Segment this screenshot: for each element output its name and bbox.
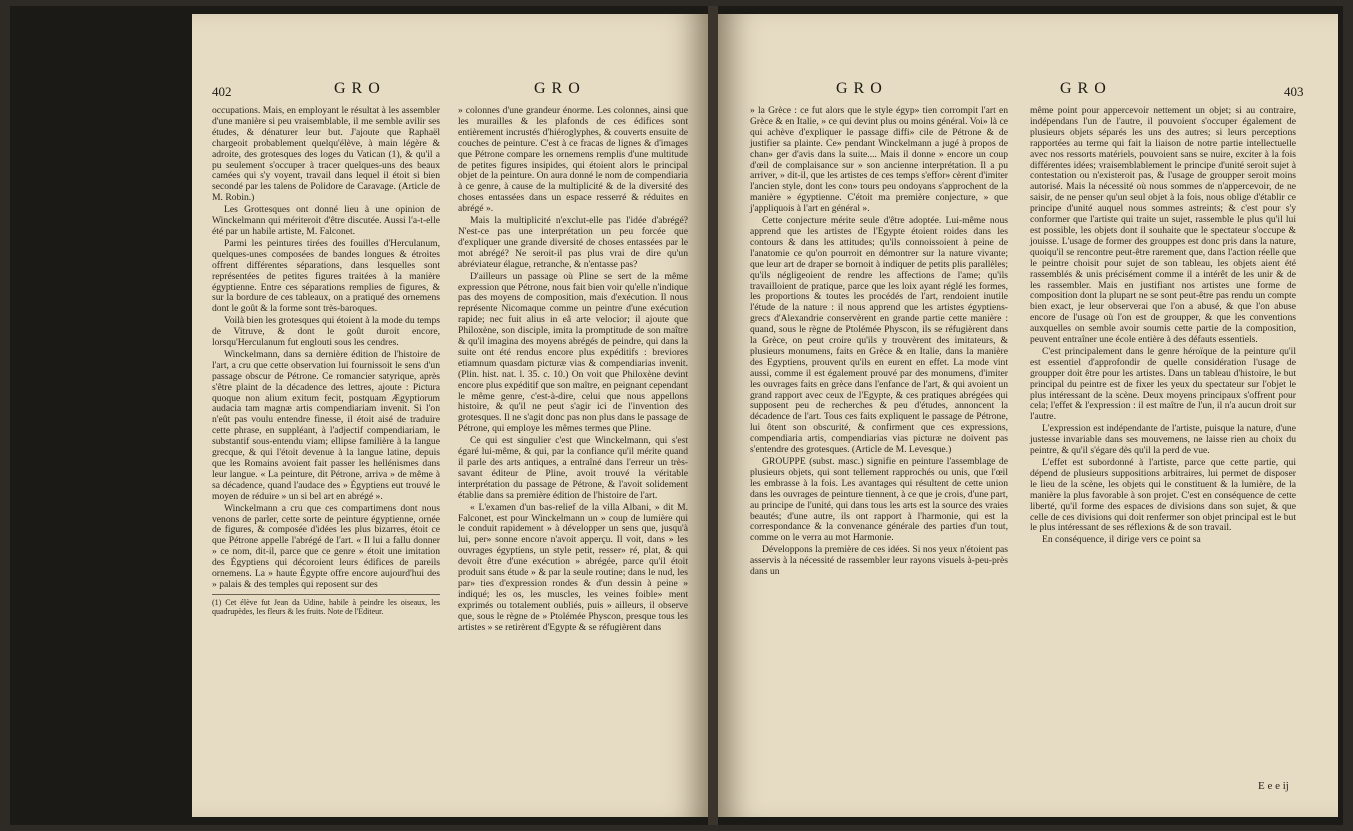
right-running-head-1: GRO	[836, 80, 888, 97]
paragraph: L'effet est subordonné à l'artiste, parce que cette partie, qui dépend de plusieurs suppositions arbitraires, lui permet de disposer le lieu de la scène, les objets qui le constituent & la lumière, de la manière la plus favorable à son projet. C'est en conséquence de cette liberté, qu'il forme des espaces de divisions dans son sujet, & que celle de ces divisions qui doit renfermer son objet principal est le but le plus intéressant de ses réflexions & de son travail.	[1030, 457, 1296, 534]
right-page-number: 403	[1284, 84, 1304, 99]
right-running-head-2: GRO	[1060, 80, 1112, 97]
footnote: (1) Cet élève fut Jean da Udine, habile à peindre les oiseaux, les quadrupèdes, les fleurs & les fruits. Note de l'Editeur.	[212, 594, 440, 617]
left-page-column-2	[458, 106, 688, 635]
paragraph: » colonnes d'une grandeur énorme. Les colonnes, ainsi que les murailles & les plafonds de ces édifices sont entièrement incrustés d'hiéroglyphes, & couverts ensuite de couches de peinture. C'est à ce fracas de lignes & d'images que Pétrone compare les ornemens remplis d'une multitude de petites figures insipides, qui étoient alors le principal objet de la peinture. On aura donné le nom de compendiaria à ce genre, à cause de la multiplicité & de la diversité des choses entassées dans un espace resserré & réduites en abrégé ».	[458, 105, 688, 215]
paragraph: Mais la multiplicité n'exclut-elle pas l'idée d'abrégé? N'est-ce pas une interprétation un peu forcée que d'expliquer une grande diversité de choses entassées par le mot abrégé? Ne seroit-il pas plus vrai de dire qu'un abréviateur élague, retranche, & n'entasse pas?	[458, 215, 688, 270]
paragraph: « L'examen d'un bas-relief de la villa Albani, » dit M. Falconet, est pour Winckelmann un » coup de lumière qui le conduit rapidement » à développer un sens que, jusqu'à lui, per» sonne encore n'avoit apperçu. Il voit, dans » les ouvrages égyptiens, un style petit, resser» ré, plat, & qui devoit être d'une exécution » abrégée, parce qu'il étoit produit sans étude » & par la seule routine; dans le nud, les par» ties d'expression rondes & d'un dessin à peine » indiqué; les os, les muscles, les veines foible» ment exprimés ou totalement oubliés, puis » ailleurs, il observe que, sous le règne de » Ptolémée Physcon, presque tous les artistes » se retirèrent d'Egypte & se réfugièrent dans	[458, 501, 688, 633]
paragraph: Voilà bien les grotesques qui étoient à la mode du temps de Vitruve, & dont le goût duroit encore, lorsqu'Herculanum fut englouti sous les cendres.	[212, 315, 440, 349]
paragraph: Winckelmann, dans sa dernière édition de l'histoire de l'art, a cru que cette observation lui fournissoit le sens d'un passage obscur de Pétrone. Ce romancier satyrique, après s'être plaint de la décadence des lettres, ajoute : Pictura quoque non alium exitum fecit, postquam Ægyptiorum audacia tam magnæ artis compendiariam invenit. Si l'on n'eût pas voulu entendre finesse, il étoit aisé de traduire cette phrase, en suppléant, à l'adjectif compendiariam, le substantif sous-entendu viam; ellipse familière à la langue grecque, & qui l'étoit devenue à la langue latine, depuis que les Romains avoient fait passer les hellénismes dans leur langue. « La peinture, dit Pétrone, arriva » de même à sa décadence, quand l'audace des » Égyptiens eut trouvé le moyen de réduire » un si bel art en abrégé ».	[212, 348, 440, 502]
paragraph: Les Grottesques ont donné lieu à une opinion de Winckelmann qui mériteroit d'être discutée. Aussi l'a-t-elle été par un habile artiste, M. Falconet.	[212, 204, 440, 237]
paragraph: Parmi les peintures tirées des fouilles d'Herculanum, quelques-unes composées de bandes longues & étroites offrent différentes séparations, dans lesquelles sont représentées de petites figures traitées à la manière égyptienne. Entre ces séparations remplies de figures, & sur la bordure de ces tableaux, on a pratiqué des ornemens dont le goût & la forme sont très-baroques.	[212, 237, 440, 315]
signature-mark: E e e ij	[1258, 780, 1289, 792]
left-running-head-1: GRO	[334, 80, 386, 97]
book-spread	[10, 6, 1343, 825]
right-page-column-1	[750, 106, 1008, 579]
book-gutter	[708, 6, 718, 825]
left-running-head-2: GRO	[534, 80, 586, 97]
paragraph: L'expression est indépendante de l'artiste, puisque la nature, d'une justesse invariable dans ses mouvemens, ne laisse rien au choix du peintre, & qu'il s'égare dès qu'il la perd de vue.	[1030, 423, 1296, 457]
paragraph: Développons la première de ces idées. Si nos yeux n'étoient pas asservis à la nécessité de rassembler leur rayons visuels à-peu-près dans un	[750, 544, 1008, 578]
paragraph: C'est principalement dans le genre héroïque de la peinture qu'il est essentiel d'approfondir de quelle considération l'usage de groupper doit être pour les artistes. Dans un tableau d'histoire, le but principal du peintre est de fixer les yeux du spectateur sur l'objet le plus intéressant de la scène. Deux moyens principaux s'offrent pour cela; l'effet & l'expression : il est maître de l'un, il n'a aucun droit sur l'autre.	[1030, 345, 1296, 423]
paragraph: Winckelmann a cru que ces compartimens dont nous venons de parler, cette sorte de peinture égyptienne, ornée de figures, & composée d'idées les plus bizarres, étoit ce que Pétrone appelle l'abrégé de l'art. « Il lui a fallu donner » ce nom, dit-il, parce que ce genre » étoit une imitation des Égyptiens qui décoroient leurs édifices de pareils ornemens. La » haute Égypte offre encore aujourd'hui des » palais & des temples qui reposent sur des	[212, 502, 440, 590]
paragraph: D'ailleurs un passage où Pline se sert de la même expression que Pétrone, nous fait bien voir qu'elle n'indique pas des moyens de composition, mais d'exécution. Il nous représente Nicomaque comme un peintre d'une exécution rapide; nec fuit alius in eâ arte velocior; il ajoute que Philoxène, son disciple, imita la promptitude de son maître & qu'il imagina des moyens abrégés de peindre, qui dans la suite ont été rendus encore plus expéditifs : breviores etiamnum quasdam picturæ vias & compendiarias invenit. (Plin. hist. nat. l. 35. c. 10.) On voit que Philoxène devint encore plus expéditif que son maître, en peignant cependant le même genre, c'est-à-dire, celui que nous appellons histoire, & qu'il ne peut s'agir ici de l'invention des grotesques. Il ne s'agit donc pas non plus dans le passage de Pétrone, qui employe les mêmes termes que Pline.	[458, 270, 688, 435]
paragraph: En conséquence, il dirige vers ce point sa	[1042, 534, 1201, 546]
paragraph: occupations. Mais, en employant le résultat à les assembler d'une manière si peu vraisemblable, il me semble avilir ses études, & dénaturer leur but. J'ajoute que Raphaël chargeoit probablement quelqu'élève, à main légère & adroite, des grotesques des loges du Vatican (1), & qu'il a pu seulement s'occuper à tracer quelques-uns des beaux camées qui s'y voyent, travail dans lequel il étoit si bien secondé par les talens de Polidore de Caravage. (Article de M. Robin.)	[212, 105, 440, 204]
paragraph: Ce qui est singulier c'est que Winckelmann, qui s'est égaré lui-même, & qui, par la confiance qu'il mérite quand il parle des arts antiques, a entraîné dans l'erreur un très-savant éditeur de Pline, avoit trouvé la véritable interprétation du passage de Pétrone, & l'avoit solidement établie dans sa première édition de l'histoire de l'art.	[458, 435, 688, 501]
right-page	[718, 14, 1338, 817]
right-page-column-2	[1030, 106, 1296, 547]
left-page-column-1	[212, 106, 440, 617]
left-page	[192, 14, 708, 817]
paragraph: même point pour appercevoir nettement un objet; si au contraire, indépendans l'un de l'autre, il pouvoient s'occuper également de plusieurs objets séparés les uns des autres; si leurs perceptions rapportées au terme qui fait la liaison de notre partie intellectuelle avec nos ressorts matériels, pouvoient sans se nuire, exciter à la fois différentes idées; vraisemblablement le principe d'unité seroit sujet à contestation ou n'existeroit pas, & l'usage de groupper seroit moins autorisé. Mais la nécessité où nous sommes de n'appercevoir, de ne saisir, de ne penser qu'un seul objet à la fois, nous oblige d'établir ce principe d'unité auquel nous sommes astreints; & c'est pour s'y conformer que l'artiste qui traite un sujet, rassemble le plus qu'il lui est possible, les objets dont il souhaite que le spectateur s'occupe & jouisse. L'usage de former des grouppes est donc pris dans la nature, quoiqu'il se rencontre peut-être rarement que, dans l'action réelle que le peintre choisit pour sujet de son tableau, les objets aient été rassemblés & unis précisément comme il a intérêt de les unir & de les rassembler. Mais en justifiant nos artistes une forme de composition dont la plupart ne se sont peut-être pas rendu un compte bien exact, je leur observerai que l'on a abusé, & que l'on abuse encore de l'usage où l'on est de groupper, & que les conventions auxquelles on semble avoir soumis cette partie de la composition, peuvent entraîner une école entière à des défauts essentiels.	[1030, 105, 1296, 346]
left-page-number: 402	[212, 84, 232, 99]
paragraph: GROUPPE (subst. masc.) signifie en peinture l'assemblage de plusieurs objets, qui sont tellement rapprochés ou unis, que l'œil les embrasse à la fois. Les avantages qui résultent de cette union dans les ouvrages de peinture tiennent, à ce que je crois, d'une part, au principe de l'unité, qui dans tous les arts est la source des vraies beautés; d'une autre, ils ont rapport à l'harmonie, qui est la correspondance & la convenance générale des parties d'un tout, comme on le verra au mot Harmonie.	[750, 456, 1008, 544]
paragraph: » la Grèce : ce fut alors que le style égyp» tien corrompit l'art en Grèce & en Italie, » ce qui devint plus ou moins général. Voi» là ce qui achève d'expliquer le passage diffi» cile de Pétrone & de justifier sa plainte. Ce» pendant Winckelmann a jugé à propos de chan» ger d'avis dans la suite.... Mais il donne » encore un coup d'œil de complaisance sur » son ancienne interprétation. Il a pu arriver, » dit-il, que les artistes de ces temps s'effor» cèrent d'imiter l'ancien style, dont les con» tours peu ondoyans s'approchent de la manière » égyptienne. C'étoit ma première conjecture, » que j'appliquois à l'art en général ».	[750, 105, 1008, 215]
paragraph: Cette conjecture mérite seule d'être adoptée. Lui-même nous apprend que les artistes de l'Egypte étoient roides dans les contours & dans les attitudes; qu'ils connoissoient à peine de l'anatomie ce qu'on pourroit en démontrer sur la nature vivante; que leur art de draper se bornoit à indiquer de petits plis parallèles; qu'ils négligeoient de rendre les affections de l'ame; qu'ils travailloient de pratique, parce que les loix ayant réglé les formes, les proportions & toutes les procédés de l'art, rendoient inutile l'étude de la nature : il nous apprend que les artistes égyptiens-grecs d'Alexandrie conservèrent en grande partie cette manière : quand, sous le règne de Ptolémée Physcon, ils se réfugièrent dans la Grèce, on peut croire qu'ils y trouvèrent des imitateurs, & plusieurs monumens, faits en Grèce & en Italie, dans la manière des Egyptiens, prouvent qu'ils en eurent en effet. La mode vint aussi, comme il est également prouvé par des monumens, d'imiter les ouvrages faits en grèce dans l'enfance de l'art, & qui avoient un grand rapport avec ceux de l'Egypte, & ces pratiques abrégées qui supposent peu de recherches & peu d'études, annoncent la décadence de l'art. Tous ces faits expliquent le passage de Pétrone, lui ôtent son obscurité, & confirment que ces expressions, compendiaria artis, compendiarias vias picturæ ne doivent pas s'entendre des grotesques. (Article de M. Levesque.)	[750, 215, 1008, 456]
